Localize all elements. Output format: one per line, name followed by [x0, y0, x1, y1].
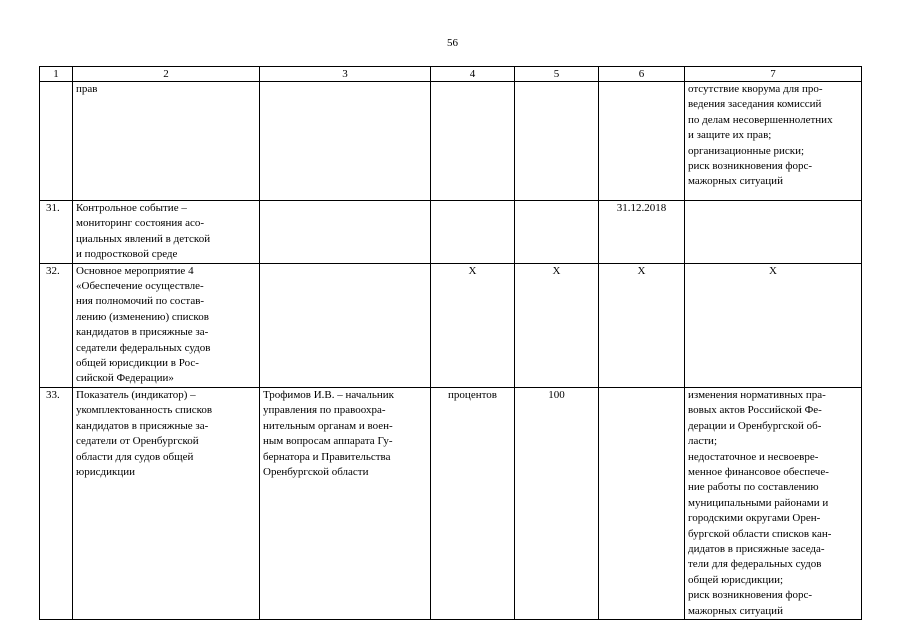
table-row	[40, 201, 862, 264]
header-col-7: 7	[685, 67, 862, 82]
table-row	[40, 82, 862, 201]
row-value: Х	[515, 263, 599, 387]
header-col-3: 3	[260, 67, 431, 82]
row-value	[515, 201, 599, 264]
table-row	[40, 387, 862, 619]
row-risks: отсутствие кворума для про- ведения заседания комиссий по делам несовершеннолетних и защите их прав; организационные риски; риск возникновения форс- мажорных ситуаций	[685, 82, 862, 201]
measures-table	[39, 66, 862, 620]
row-number	[40, 82, 73, 201]
header-col-1: 1	[40, 67, 73, 82]
row-value: 100	[515, 387, 599, 619]
table-row	[40, 263, 862, 387]
page-number: 56	[447, 37, 458, 49]
header-col-5: 5	[515, 67, 599, 82]
row-risks: Х	[685, 263, 862, 387]
row-date: Х	[599, 263, 685, 387]
row-number: 32.	[40, 263, 73, 387]
row-unit: Х	[431, 263, 515, 387]
row-name: Контрольное событие – мониторинг состояния асо- циальных явлений в детской и подростковой среде	[73, 201, 260, 264]
row-responsible: Трофимов И.В. – начальник управления по правоохра- нительным органам и воен- ным вопросам аппарата Гу- бернатора и Правительства Оренбургской области	[260, 387, 431, 619]
row-date: 31.12.2018	[599, 201, 685, 264]
row-name: Основное мероприятие 4 «Обеспечение осуществле- ния полномочий по состав- лению (изменению) списков кандидатов в присяжные за- седатели федеральных судов общей юрисдикции в Рос- сийской Федерации»	[73, 263, 260, 387]
row-number: 33.	[40, 387, 73, 619]
header-col-6: 6	[599, 67, 685, 82]
row-unit	[431, 201, 515, 264]
row-responsible	[260, 82, 431, 201]
header-row	[40, 67, 862, 82]
row-responsible	[260, 263, 431, 387]
row-risks: изменения нормативных пра- вовых актов Российской Фе- дерации и Оренбургской об- ласти; недостаточное и несвоевре- менное финансовое обеспече- ние работы по составлению муниципальными районами и городскими округами Орен- бургской области списков кан- дидатов в присяжные заседа- тели для федеральных судов общей юрисдикции; риск возникновения форс- мажорных ситуаций	[685, 387, 862, 619]
header-col-2: 2	[73, 67, 260, 82]
row-responsible	[260, 201, 431, 264]
row-unit: процентов	[431, 387, 515, 619]
row-value	[515, 82, 599, 201]
row-unit	[431, 82, 515, 201]
row-date	[599, 82, 685, 201]
row-name: Показатель (индикатор) – укомплектованность списков кандидатов в присяжные за- седатели от Оренбургской области для судов общей юрисдикции	[73, 387, 260, 619]
row-number: 31.	[40, 201, 73, 264]
row-name: прав	[73, 82, 260, 201]
row-date	[599, 387, 685, 619]
header-col-4: 4	[431, 67, 515, 82]
row-risks	[685, 201, 862, 264]
